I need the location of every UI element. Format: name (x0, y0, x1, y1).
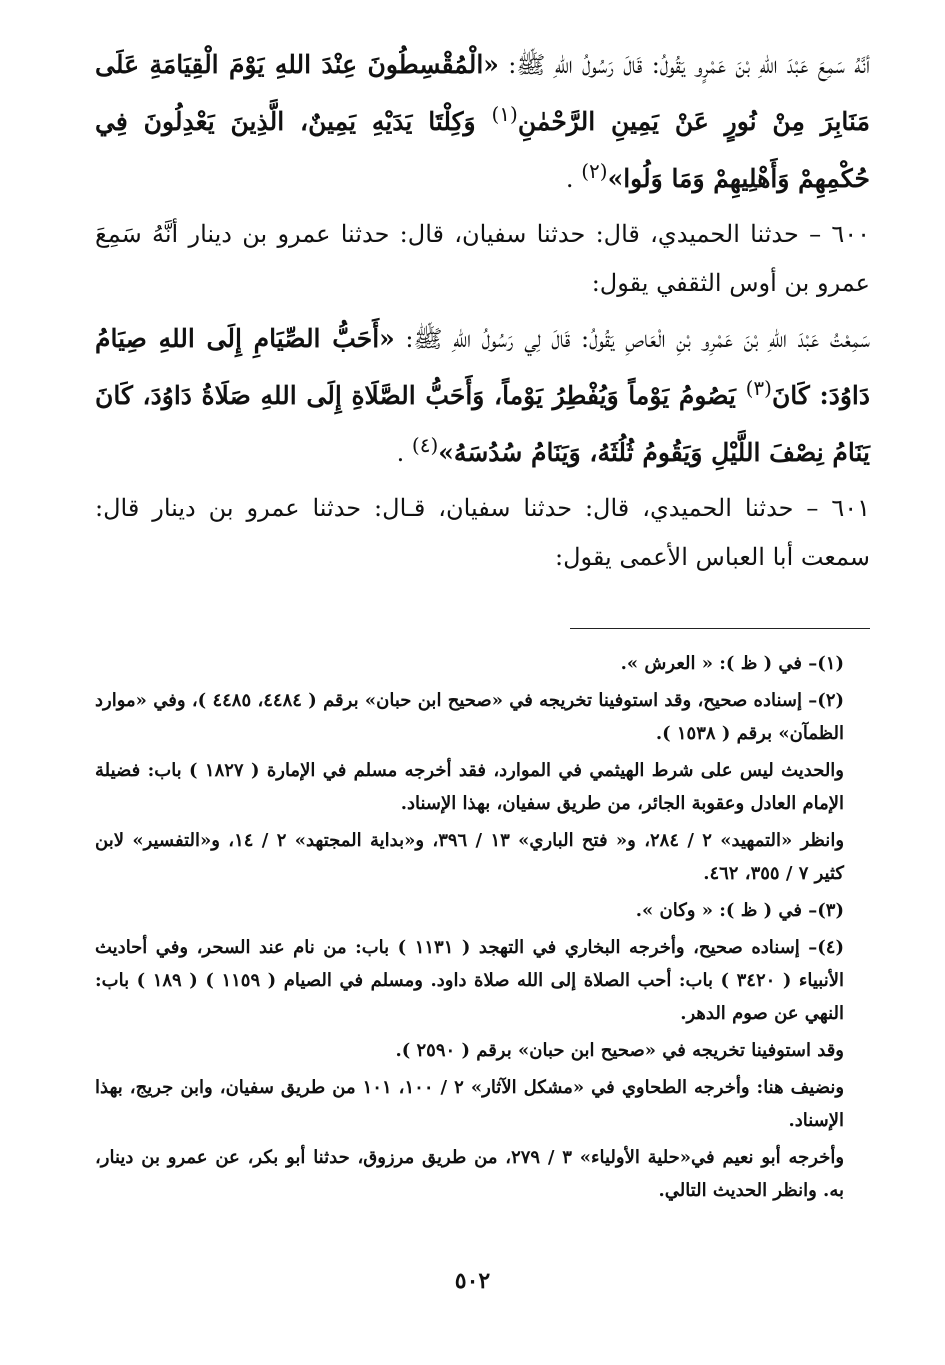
hadith-600-isnad: ٦٠٠ – حدثنا الحميدي، قال: حدثنا سفيان، قال: حدثنا عمرو بن دينار أنَّهُ سَمِعَ عمرو بن أوس الثقفي يقول: (95, 220, 870, 297)
footnote-4-para-3: ونضيف هنا: وأخرجه الطحاوي في «مشكل الآثار» ٢ / ١٠٠، ١٠١ من طريق سفيان، وابن جريج، بهذا الإسناد. (95, 1077, 845, 1131)
footnote-ref-3: (٣) (745, 376, 772, 400)
main-text (95, 40, 870, 582)
footnote-separator (570, 628, 870, 629)
hadith-599-text: «الْمُقْسِطُونَ عِنْدَ اللهِ يَوْمَ الْقِيَامَةِ عَلَى مَنَابِرَ مِنْ نُورٍ عَنْ يَمِينِ الرَّحْمٰنِ (95, 50, 870, 136)
hadith-599-paragraph (95, 40, 870, 204)
footnote-2: (٢)– إسناده صحيح، وقد استوفينا تخريجه في «صحيح ابن حبان» برقم ( ٤٤٨٤، ٤٤٨٥ )، وفي «موارد الظمآن» برقم ( ١٥٣٨ ). (95, 690, 845, 744)
hadith-600-intro: سَمِعْتُ عَبْدَ اللهِ بْنَ عَمْرِو بْنِ الْعَاصِ يَقُولُ: قَالَ لِي رَسُولُ اللهِ ﷺ: (394, 325, 870, 353)
hadith-600-paragraph (95, 314, 870, 478)
hadith-600-text: «أَحَبُّ الصِّيَامِ إِلَى اللهِ صِيَامُ دَاوُدَ: كَانَ (95, 324, 870, 410)
footnote-4-para-2: وقد استوفينا تخريجه في «صحيح ابن حبان» برقم ( ٢٥٩٠ ). (395, 1040, 844, 1061)
footnote-ref-4: (٤) (411, 433, 439, 457)
footnote-2-para-2: والحديث ليس على شرط الهيثمي في الموارد، فقد أخرجه مسلم في الإمارة ( ١٨٢٧ ) باب: فضيلة الإمام العادل وعقوبة الجائر، من طريق سفيان، بهذا الإسناد. (95, 760, 845, 814)
hadith-601-isnad: ٦٠١ – حدثنا الحميدي، قال: حدثنا سفيان، قـال: حدثنا عمرو بن دينار قال: سمعت أبا العباس الأعمى يقول: (95, 494, 870, 571)
footnote-4-para-4: وأخرجه أبو نعيم في«حلية الأولياء» ٣ / ٢٧٩، من طريق مرزوق، حدثنا أبو بكر، عن عمرو بن دينار، به. وانظر الحديث التالي. (95, 1147, 845, 1201)
hadith-599-intro: أنَّهُ سَمِعَ عَبْدَ اللهِ بْنَ عَمْرٍو يَقُولُ: قَالَ رَسُولُ اللهِ ﷺ: (498, 51, 870, 79)
footnote-ref-2: (٢) (581, 159, 608, 183)
hadith-599-end: . (565, 165, 582, 193)
footnote-4: (٤)– إسناده صحيح، وأخرجه البخاري في التهجد ( ١١٣١ ) باب: من نام عند السحر، وفي أحاديث الأنبياء ( ٣٤٢٠ ) باب: أحب الصلاة إلى الله صلاة داود. ومسلم في الصيام ( ١١٥٩ ) ( ١٨٩ ) باب: النهي عن صوم الدهر. (95, 937, 845, 1024)
footnote-2-para-3: وانظر «التمهيد» ٢ / ٢٨٤، و« فتح الباري» ١٣ / ٣٩٦، و«بداية المجتهد» ٢ / ١٤، و«التفسير» لابن كثير ٧ / ٣٥٥، ٤٦٢. (95, 830, 845, 884)
hadith-600-end: . (396, 439, 412, 467)
footnote-ref-1: (١) (491, 102, 518, 126)
footnote-1: (١)– في ( ظ ): « العرش ». (620, 653, 844, 674)
footnotes (95, 647, 870, 1207)
hadith-600-text-cont: يَصُومُ يَوْماً وَيُفْطِرُ يَوْماً، وَأَحَبُّ الصَّلَاةِ إِلَى اللهِ صَلَاةُ دَاوُدَ، كَانَ يَنَامُ نِصْفَ اللَّيْلِ وَيَقُومُ ثُلُثَهُ، وَيَنَامُ سُدُسَهُ» (95, 381, 870, 467)
page-number: ٥٠٢ (454, 1268, 491, 1294)
hadith-599-text-cont: وَكِلْتَا يَدَيْهِ يَمِينٌ، الَّذِينَ يَعْدِلُونَ فِي حُكْمِهِمْ وَأَهْلِيهِمْ وَمَا وَلُوا» (95, 107, 870, 193)
footnote-3: (٣)– في ( ظ ): « وكان ». (635, 900, 844, 921)
